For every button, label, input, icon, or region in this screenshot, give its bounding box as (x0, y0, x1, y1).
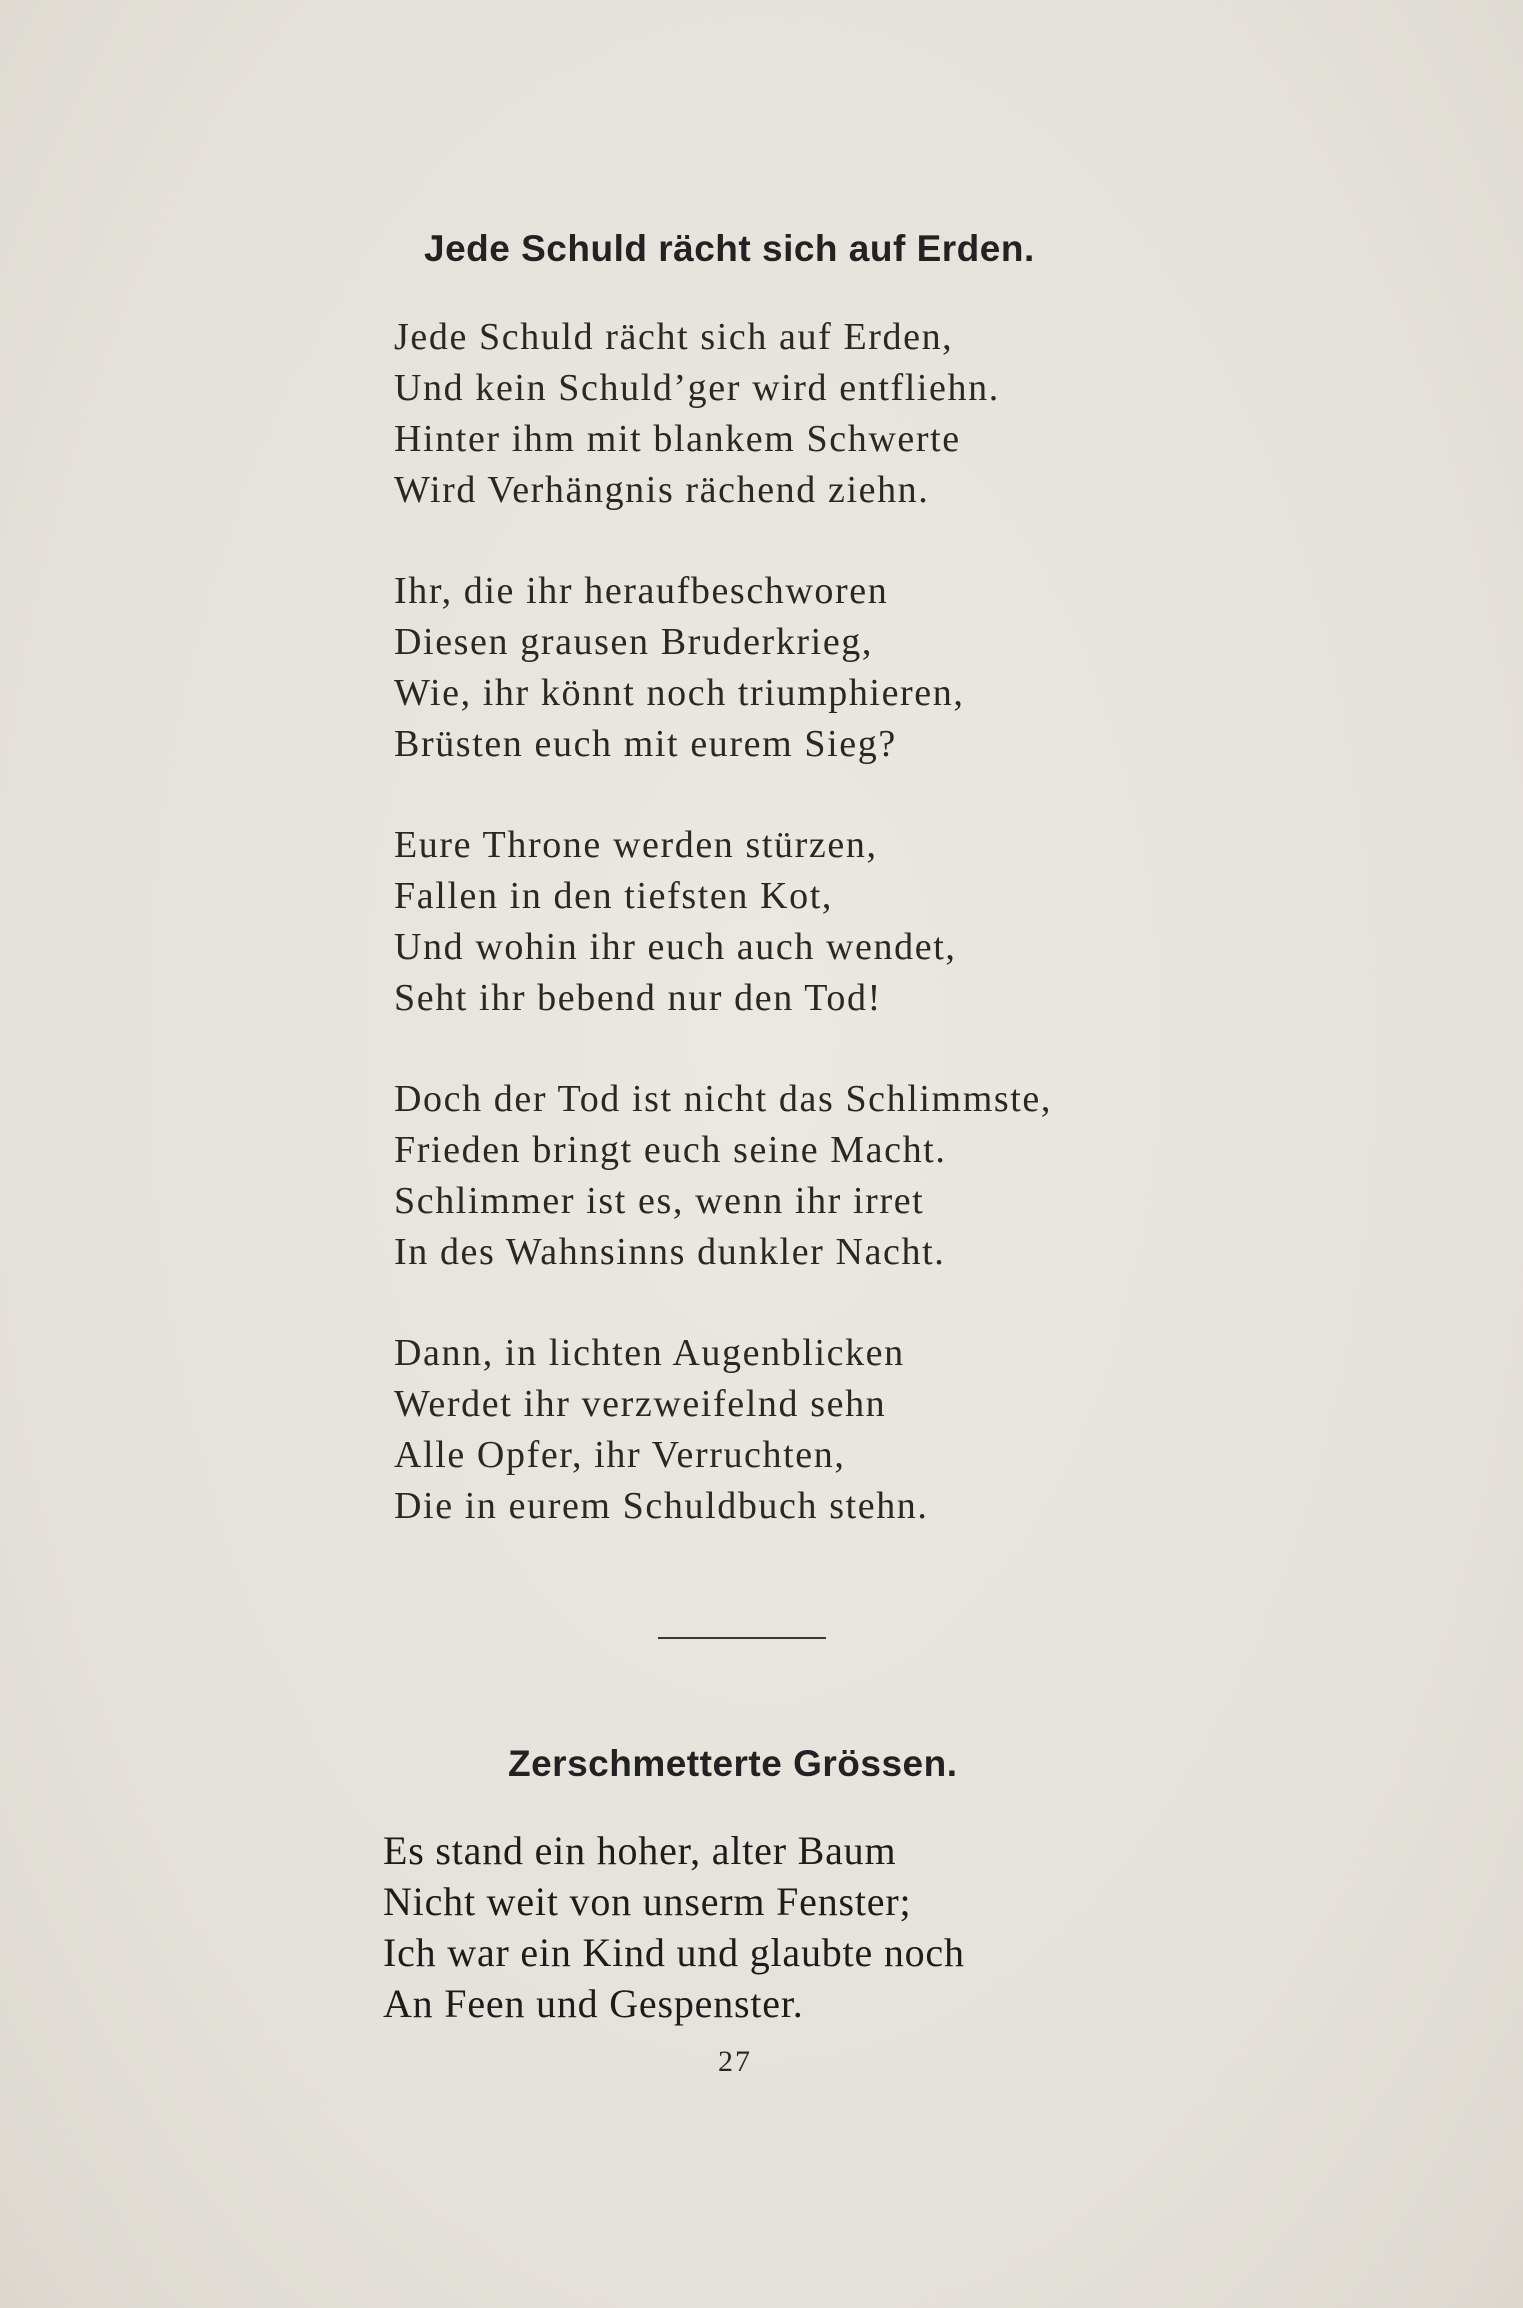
verse-line: Und wohin ihr euch auch wendet, (394, 926, 957, 968)
verse-line: Hinter ihm mit blankem Schwerte (394, 418, 961, 460)
stanza (394, 820, 956, 1024)
verse-line: Frieden bringt euch seine Macht. (394, 1129, 947, 1171)
stanza (383, 1825, 965, 2029)
verse-line: Alle Opfer, ihr Verruchten, (394, 1434, 846, 1476)
verse-line: Nicht weit von unserm Fenster; (383, 1879, 912, 1924)
poem-title: Jede Schuld rächt sich auf Erden. (424, 228, 1035, 269)
stanza (394, 312, 1000, 516)
verse-line: Ihr, die ihr heraufbeschworen (394, 570, 889, 612)
verse-line: Doch der Tod ist nicht das Schlimmste, (394, 1078, 1052, 1120)
page-number: 27 (718, 2045, 752, 2078)
poem-title: Zerschmetterte Grössen. (508, 1743, 958, 1784)
verse-line: Jede Schuld rächt sich auf Erden, (394, 316, 954, 358)
stanza (394, 1074, 1052, 1278)
verse-line: Werdet ihr verzweifelnd sehn (394, 1383, 887, 1425)
verse-line: In des Wahnsinns dunkler Nacht. (394, 1231, 946, 1273)
verse-line: Die in eurem Schuldbuch stehn. (394, 1485, 929, 1527)
verse-line: Eure Throne werden stürzen, (394, 824, 878, 866)
verse-line: Wird Verhängnis rächend ziehn. (394, 469, 930, 511)
verse-line: Fallen in den tiefsten Kot, (394, 875, 833, 917)
verse-line: An Feen und Gespenster. (383, 1981, 804, 2026)
verse-line: Es stand ein hoher, alter Baum (383, 1828, 897, 1873)
verse-line: Dann, in lichten Augenblicken (394, 1332, 905, 1374)
verse-line: Wie, ihr könnt noch triumphieren, (394, 672, 965, 714)
verse-line: Brüsten euch mit eurem Sieg? (394, 723, 897, 765)
section-divider (658, 1637, 826, 1639)
verse-line: Schlimmer ist es, wenn ihr irret (394, 1180, 925, 1222)
verse-line: Und kein Schuld’ger wird entfliehn. (394, 367, 1000, 409)
verse-line: Seht ihr bebend nur den Tod! (394, 977, 882, 1019)
stanza (394, 1328, 929, 1532)
stanza (394, 566, 964, 770)
verse-line: Diesen grausen Bruderkrieg, (394, 621, 873, 663)
verse-line: Ich war ein Kind und glaubte noch (383, 1930, 965, 1975)
